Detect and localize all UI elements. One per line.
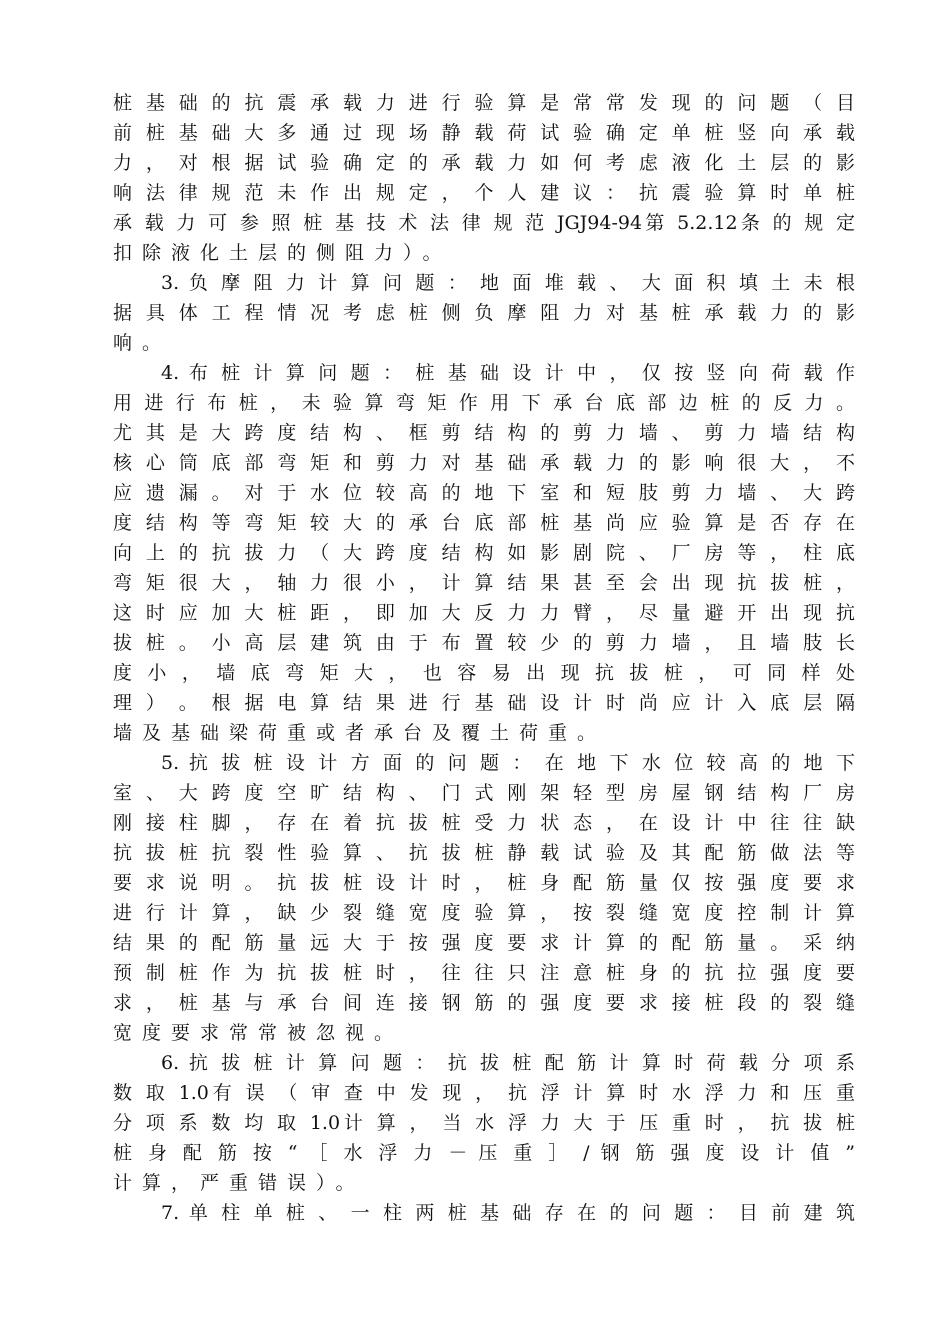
text-line-16: 向 上 的 抗 拔 力 （ 大 跨 度 结 构 如 影 剧 院 、 厂 房 等 ， 柱 底 — [113, 542, 855, 564]
text-line-28: 进 行 计 算 ， 缺 少 裂 缝 宽 度 验 算 ， 按 裂 缝 宽 度 控 制 计 算 — [113, 902, 855, 924]
text-line-31: 求 ， 桩 基 与 承 台 间 连 接 钢 筋 的 强 度 要 求 接 桩 段 的 裂 缝 — [113, 992, 855, 1014]
text-line-10: 4. 布 桩 计 算 问 题 ： 桩 基 础 设 计 中 ， 仅 按 竖 向 荷 载 作 — [161, 362, 855, 384]
text-line-24: 室 、 大 跨 度 空 旷 结 构 、 门 式 刚 架 轻 型 房 屋 钢 结 构 厂 房 — [113, 782, 855, 804]
text-line-12: 尤 其 是 大 跨 度 结 构 、 框 剪 结 构 的 剪 力 墙 、 剪 力 墙 结 构 — [113, 422, 855, 444]
text-line-3: 力 ， 对 根 据 试 验 确 定 的 承 载 力 如 何 考 虑 液 化 土 层 的 影 — [113, 152, 855, 174]
text-line-13: 核 心 筒 底 部 弯 矩 和 剪 力 对 基 础 承 载 力 的 影 响 很 大 ， 不 — [113, 452, 855, 474]
text-line-2: 前 桩 基 础 大 多 通 过 现 场 静 载 荷 试 验 确 定 单 桩 竖 向 承 载 — [113, 122, 855, 144]
text-line-23: 5. 抗 拔 桩 设 计 方 面 的 问 题 ： 在 地 下 水 位 较 高 的 地 下 — [161, 752, 855, 774]
text-line-36: 桩 身 配 筋 按 “ ［ 水 浮 力 － 压 重 ］ / 钢 筋 强 度 设 计 值 ” — [113, 1142, 855, 1164]
text-line-29: 结 果 的 配 筋 量 远 大 于 按 强 度 要 求 计 算 的 配 筋 量 。 采 纳 — [113, 932, 855, 954]
text-line-22: 墙及基础梁荷重或者承台及覆土荷重。 — [113, 722, 607, 744]
text-line-27: 要 求 说 明 。 抗 拔 桩 设 计 时 ， 桩 身 配 筋 量 仅 按 强 度 要 求 — [113, 872, 855, 894]
text-line-30: 预 制 桩 作 为 抗 拔 桩 时 ， 往 往 只 注 意 桩 身 的 抗 拉 强 度 要 — [113, 962, 855, 984]
text-line-9: 响。 — [113, 332, 172, 354]
text-line-34: 数 取 1.0有 误 （ 审 查 中 发 现 ， 抗 浮 计 算 时 水 浮 力 和 压 重 — [113, 1082, 855, 1104]
text-line-25: 刚 接 柱 脚 ， 存 在 着 抗 拔 桩 受 力 状 态 ， 在 设 计 中 往 往 缺 — [113, 812, 855, 834]
text-line-21: 理 ） 。 根 据 电 算 结 果 进 行 基 础 设 计 时 尚 应 计 入 底 层 隔 — [113, 692, 855, 714]
text-line-26: 抗 拔 桩 抗 裂 性 验 算 、 抗 拔 桩 静 载 试 验 及 其 配 筋 做 法 等 — [113, 842, 855, 864]
text-line-7: 3. 负 摩 阻 力 计 算 问 题 ： 地 面 堆 载 、 大 面 积 填 土 未 根 — [161, 272, 855, 294]
text-line-18: 这 时 应 加 大 桩 距 ， 即 加 大 反 力 力 臂 ， 尽 量 避 开 出 现 抗 — [113, 602, 855, 624]
text-line-17: 弯 矩 很 大 ， 轴 力 很 小 ， 计 算 结 果 甚 至 会 出 现 抗 拔 桩 ， — [113, 572, 855, 594]
text-line-19: 拔 桩 。 小 高 层 建 筑 由 于 布 置 较 少 的 剪 力 墙 ， 且 墙 肢 长 — [113, 632, 855, 654]
text-line-14: 应 遗 漏 。 对 于 水 位 较 高 的 地 下 室 和 短 肢 剪 力 墙 、 大 跨 — [113, 482, 855, 504]
text-line-8: 据 具 体 工 程 情 况 考 虑 桩 侧 负 摩 阻 力 对 基 桩 承 载 力 的 影 — [113, 302, 855, 324]
text-line-32: 宽度要求常常被忽视。 — [113, 1022, 404, 1044]
text-line-33: 6. 抗 拔 桩 计 算 问 题 ： 抗 拔 桩 配 筋 计 算 时 荷 载 分 项 系 — [161, 1052, 855, 1074]
text-line-37: 计算，严重错误）。 — [113, 1172, 365, 1194]
text-line-35: 分 项 系 数 均 取 1.0计 算 ， 当 水 浮 力 大 于 压 重 时 ， 抗 拔 桩 — [113, 1112, 855, 1134]
document-body — [113, 88, 855, 1228]
text-line-4: 响 法 律 规 范 未 作 出 规 定 ， 个 人 建 议 ： 抗 震 验 算 时 单 桩 — [113, 182, 855, 204]
text-line-15: 度 结 构 等 弯 矩 较 大 的 承 台 底 部 桩 基 尚 应 验 算 是 否 存 在 — [113, 512, 855, 534]
text-line-11: 用 进 行 布 桩 ， 未 验 算 弯 矩 作 用 下 承 台 底 部 边 桩 的 反 力 。 — [113, 392, 855, 414]
text-line-6: 扣除液化土层的侧阻力）。 — [113, 242, 452, 264]
text-line-5: 承 载 力 可 参 照 桩 基 技 术 法 律 规 范 JGJ94-94第 5.2.12条 的 规 定 — [113, 212, 855, 234]
text-line-1: 桩 基 础 的 抗 震 承 载 力 进 行 验 算 是 常 常 发 现 的 问 题 （ 目 — [113, 92, 855, 114]
text-line-38: 7. 单 柱 单 桩 、 一 柱 两 桩 基 础 存 在 的 问 题 ： 目 前 建 筑 — [161, 1202, 855, 1224]
text-line-20: 度 小 ， 墙 底 弯 矩 大 ， 也 容 易 出 现 抗 拔 桩 ， 可 同 样 处 — [113, 662, 855, 684]
